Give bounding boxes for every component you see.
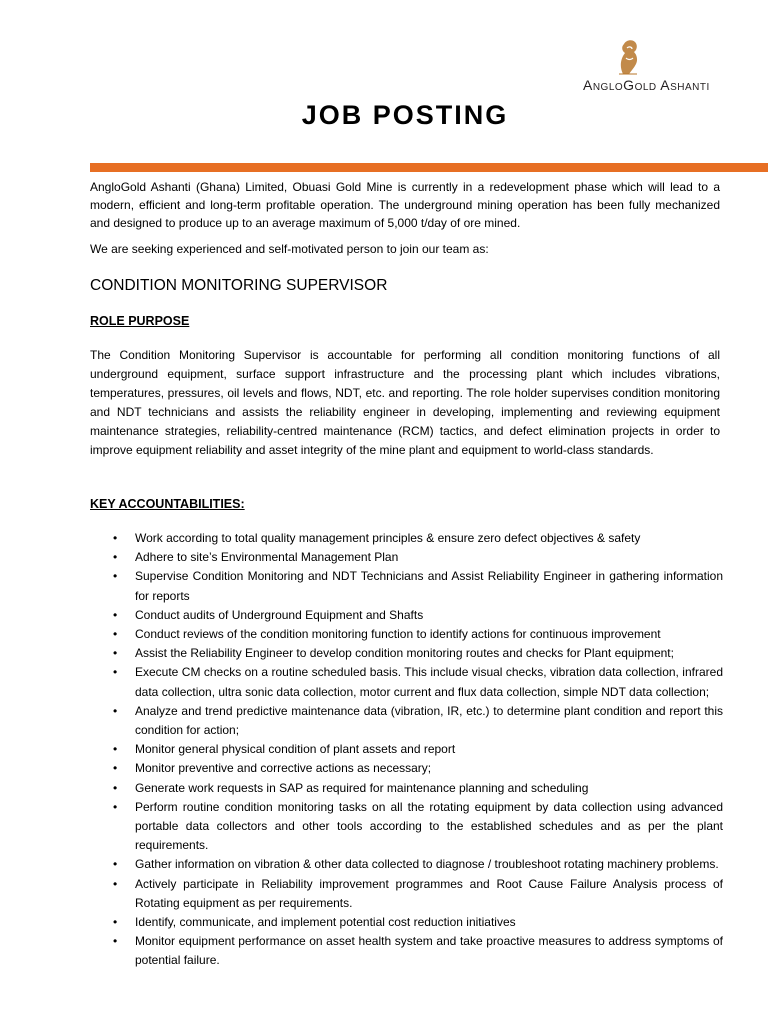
bullet-icon: • (113, 780, 118, 795)
list-item-text: Identify, communicate, and implement potential cost reduction initiatives (135, 915, 516, 930)
lion-emblem-icon (613, 36, 643, 76)
list-item-text: Monitor preventive and corrective actions as necessary; (135, 761, 432, 776)
invitation-paragraph: We are seeking experienced and self-motivated person to join our team as: (90, 242, 489, 256)
list-item (113, 740, 723, 759)
intro-paragraph: AngloGold Ashanti (Ghana) Limited, Obuasi Gold Mine is currently in a redevelopment phase which will lead to a modern, efficient and long-term profitable operation. The underground mining operation has been fully mechanized and designed to produce up to an average maximum of 5,000 t/day of ore mined. (90, 180, 720, 230)
bullet-icon: • (113, 876, 118, 891)
list-item-text: Work according to total quality management principles & ensure zero defect objectives & safety (135, 531, 641, 545)
list-item-text: Execute CM checks on a routine scheduled basis. This include visual checks, vibration data collection, infrared data collection, ultra sonic data collection, motor current and flux data collection, simple NDT data collection; (135, 665, 723, 699)
list-item (113, 663, 723, 701)
list-item (113, 759, 723, 778)
list-item-text: Analyze and trend predictive maintenance data (vibration, IR, etc.) to determine plant condition and report this condition for action; (135, 703, 723, 738)
bullet-icon: • (113, 569, 118, 584)
list-item-text: Monitor equipment performance on asset health system and take proactive measures to address symptoms of potential failure. (135, 934, 723, 968)
list-item-text: Monitor general physical condition of plant assets and report (135, 742, 456, 757)
list-item-text: Adhere to site’s Environmental Management Plan (135, 550, 399, 565)
list-item (113, 855, 723, 874)
list-item (113, 875, 723, 913)
list-item (113, 702, 723, 740)
bullet-icon: • (113, 646, 118, 661)
page-title: JOB POSTING (301, 100, 509, 130)
list-item (113, 798, 723, 856)
list-item (113, 644, 723, 663)
key-accountabilities-heading: KEY ACCOUNTABILITIES: (90, 497, 245, 511)
list-item (113, 779, 723, 798)
logo-wordmark: AngloGold Ashanti (583, 77, 710, 93)
bullet-icon: • (113, 607, 118, 622)
accountabilities-list (113, 529, 723, 971)
list-item-text: Perform routine condition monitoring tasks on all the rotating equipment by data collection using advanced portable data collectors and other tools according to the established schedules and as per the plant requirements. (135, 799, 723, 853)
list-item (113, 567, 723, 605)
list-item-text: Supervise Condition Monitoring and NDT Technicians and Assist Reliability Engineer in gathering information for reports (135, 569, 723, 603)
bullet-icon: • (113, 761, 118, 776)
bullet-icon: • (113, 934, 118, 949)
bullet-icon: • (113, 703, 118, 718)
bullet-icon: • (113, 799, 118, 814)
list-item (113, 625, 723, 644)
list-item (113, 913, 723, 932)
bullet-icon: • (113, 857, 118, 872)
list-item-text: Conduct audits of Underground Equipment and Shafts (135, 607, 424, 622)
list-item (113, 548, 723, 567)
list-item-text: Generate work requests in SAP as required for maintenance planning and scheduling (135, 780, 589, 795)
role-purpose-text: The Condition Monitoring Supervisor is accountable for performing all condition monitoring functions of all underground equipment, surface support infrastructure and the processing plant which includes vibrations, temperatures, pressures, oil levels and flows, NDT, etc. and reporting. The role holder supervises condition monitoring and NDT technicians and assists the reliability engineer in developing, implementing and reviewing equipment maintenance strategies, reliability-centred maintenance (RCM) tactics, and defect elimination projects in order to improve equipment reliability and asset integrity of the mine plant and equipment to world-class standards. (90, 348, 720, 457)
role-purpose-heading: ROLE PURPOSE (90, 314, 190, 328)
bullet-icon: • (113, 915, 118, 930)
bullet-icon: • (113, 550, 118, 565)
bullet-icon: • (113, 531, 118, 545)
job-title: CONDITION MONITORING SUPERVISOR (90, 277, 388, 294)
list-item (113, 932, 723, 970)
list-item-text: Assist the Reliability Engineer to develop condition monitoring routes and checks for Plant equipment; (135, 646, 674, 661)
list-item (113, 529, 723, 548)
company-logo (583, 36, 743, 92)
header-divider (90, 163, 768, 172)
bullet-icon: • (113, 742, 118, 757)
bullet-icon: • (113, 665, 118, 680)
bullet-icon: • (113, 627, 118, 642)
list-item-text: Conduct reviews of the condition monitoring function to identify actions for continuous improvement (135, 627, 661, 642)
list-item (113, 606, 723, 625)
list-item-text: Actively participate in Reliability improvement programmes and Root Cause Failure Analysis process of Rotating equipment as per requirements. (135, 876, 723, 910)
list-item-text: Gather information on vibration & other data collected to diagnose / troubleshoot rotating machinery problems. (135, 857, 719, 872)
